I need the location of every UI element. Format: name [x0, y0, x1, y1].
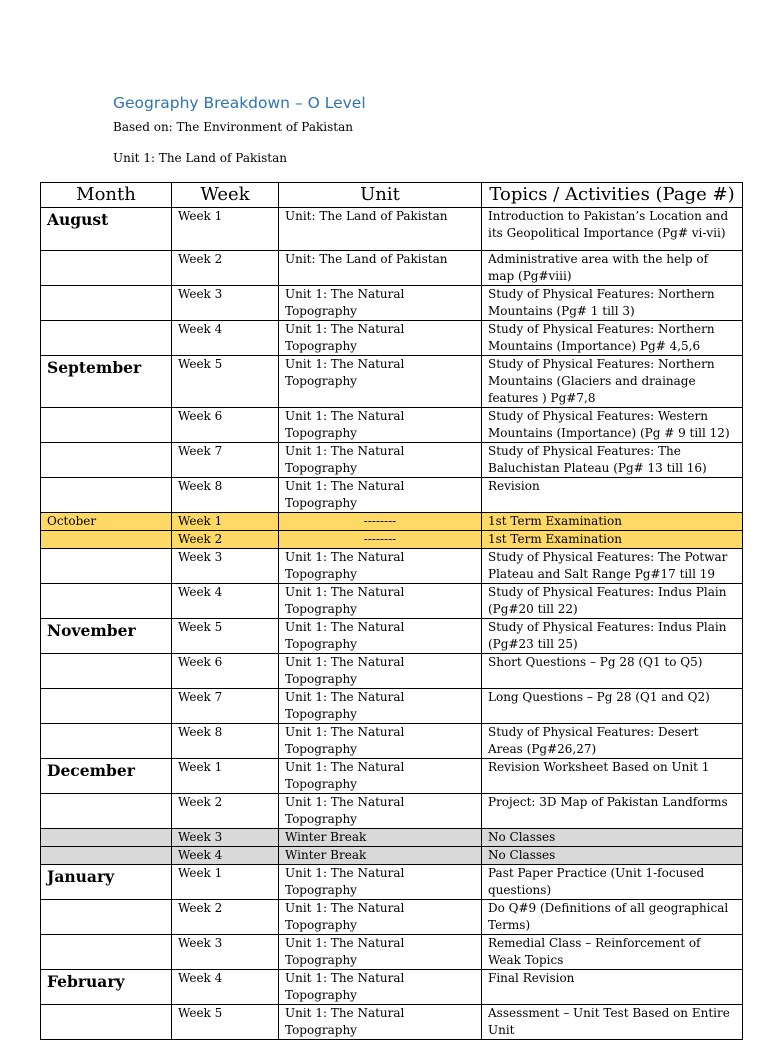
topic-cell: Study of Physical Features: Northern Mountains (Importance) Pg# 4,5,6: [482, 321, 743, 356]
topic-cell: Final Revision: [482, 970, 743, 1005]
unit-cell: Unit 1: The Natural Topography: [279, 286, 482, 321]
unit-heading: Unit 1: The Land of Pakistan: [113, 151, 287, 165]
schedule-table: [40, 182, 743, 1040]
week-cell: Week 2: [172, 794, 279, 829]
unit-cell: Winter Break: [279, 847, 482, 865]
table-row: [41, 408, 743, 443]
week-cell: Week 4: [172, 584, 279, 619]
table-row: [41, 935, 743, 970]
topic-cell: Long Questions – Pg 28 (Q1 and Q2): [482, 689, 743, 724]
unit-cell: Unit 1: The Natural Topography: [279, 794, 482, 829]
header-topics: Topics / Activities (Page #): [482, 183, 743, 208]
month-cell: February: [41, 970, 172, 1005]
topic-cell: 1st Term Examination: [482, 513, 743, 531]
unit-cell: Unit 1: The Natural Topography: [279, 408, 482, 443]
table-row: [41, 321, 743, 356]
week-cell: Week 1: [172, 513, 279, 531]
table-row: [41, 356, 743, 408]
month-cell: [41, 443, 172, 478]
unit-cell: --------: [279, 513, 482, 531]
topic-cell: Remedial Class – Reinforcement of Weak Topics: [482, 935, 743, 970]
month-cell: [41, 724, 172, 759]
topic-cell: Introduction to Pakistan’s Location and its Geopolitical Importance (Pg# vi-vii): [482, 208, 743, 251]
table-row: [41, 286, 743, 321]
table-row: [41, 478, 743, 513]
month-cell: [41, 286, 172, 321]
topic-cell: Study of Physical Features: Desert Areas (Pg#26,27): [482, 724, 743, 759]
week-cell: Week 1: [172, 759, 279, 794]
topic-cell: Study of Physical Features: Western Mountains (Importance) (Pg # 9 till 12): [482, 408, 743, 443]
month-cell: [41, 478, 172, 513]
unit-cell: Unit 1: The Natural Topography: [279, 321, 482, 356]
topic-cell: Past Paper Practice (Unit 1-focused questions): [482, 865, 743, 900]
month-cell: [41, 847, 172, 865]
week-cell: Week 3: [172, 549, 279, 584]
table-row: [41, 900, 743, 935]
unit-cell: --------: [279, 531, 482, 549]
month-cell: [41, 829, 172, 847]
unit-cell: Unit 1: The Natural Topography: [279, 619, 482, 654]
table-row: [41, 724, 743, 759]
week-cell: Week 2: [172, 900, 279, 935]
month-cell: [41, 408, 172, 443]
month-cell: [41, 251, 172, 286]
month-cell: [41, 794, 172, 829]
unit-cell: Unit 1: The Natural Topography: [279, 549, 482, 584]
table-row: [41, 654, 743, 689]
topic-cell: Do Q#9 (Definitions of all geographical Terms): [482, 900, 743, 935]
table-row: [41, 970, 743, 1005]
table-row: [41, 865, 743, 900]
table-row: [41, 847, 743, 865]
week-cell: Week 4: [172, 847, 279, 865]
table-row: [41, 794, 743, 829]
topic-cell: Study of Physical Features: Northern Mountains (Pg# 1 till 3): [482, 286, 743, 321]
topic-cell: Revision: [482, 478, 743, 513]
month-cell: [41, 1005, 172, 1040]
week-cell: Week 5: [172, 356, 279, 408]
month-cell: December: [41, 759, 172, 794]
table-header-row: [41, 183, 743, 208]
unit-cell: Unit: The Land of Pakistan: [279, 251, 482, 286]
header-month: Month: [41, 183, 172, 208]
week-cell: Week 1: [172, 865, 279, 900]
table-row: [41, 513, 743, 531]
table-row: [41, 443, 743, 478]
unit-cell: Unit 1: The Natural Topography: [279, 654, 482, 689]
month-cell: [41, 935, 172, 970]
unit-cell: Unit 1: The Natural Topography: [279, 724, 482, 759]
week-cell: Week 5: [172, 619, 279, 654]
unit-cell: Unit 1: The Natural Topography: [279, 584, 482, 619]
document-subtitle: Based on: The Environment of Pakistan: [113, 120, 353, 134]
month-cell: October: [41, 513, 172, 531]
topic-cell: No Classes: [482, 829, 743, 847]
month-cell: August: [41, 208, 172, 251]
topic-cell: Study of Physical Features: Indus Plain (Pg#23 till 25): [482, 619, 743, 654]
topic-cell: Study of Physical Features: Northern Mountains (Glaciers and drainage features ) Pg#7,8: [482, 356, 743, 408]
topic-cell: Study of Physical Features: Indus Plain (Pg#20 till 22): [482, 584, 743, 619]
week-cell: Week 4: [172, 970, 279, 1005]
unit-cell: Unit 1: The Natural Topography: [279, 356, 482, 408]
month-cell: [41, 689, 172, 724]
month-cell: [41, 584, 172, 619]
week-cell: Week 4: [172, 321, 279, 356]
week-cell: Week 6: [172, 654, 279, 689]
month-cell: September: [41, 356, 172, 408]
month-cell: [41, 549, 172, 584]
table-row: [41, 549, 743, 584]
table-row: [41, 584, 743, 619]
month-cell: [41, 654, 172, 689]
unit-cell: Unit 1: The Natural Topography: [279, 865, 482, 900]
header-unit: Unit: [279, 183, 482, 208]
topic-cell: Short Questions – Pg 28 (Q1 to Q5): [482, 654, 743, 689]
month-cell: [41, 900, 172, 935]
table-row: [41, 208, 743, 251]
unit-cell: Unit 1: The Natural Topography: [279, 759, 482, 794]
unit-cell: Unit 1: The Natural Topography: [279, 689, 482, 724]
unit-cell: Unit 1: The Natural Topography: [279, 900, 482, 935]
header-week: Week: [172, 183, 279, 208]
week-cell: Week 3: [172, 935, 279, 970]
table-row: [41, 1005, 743, 1040]
topic-cell: 1st Term Examination: [482, 531, 743, 549]
week-cell: Week 6: [172, 408, 279, 443]
week-cell: Week 2: [172, 251, 279, 286]
unit-cell: Unit 1: The Natural Topography: [279, 1005, 482, 1040]
month-cell: January: [41, 865, 172, 900]
table-row: [41, 531, 743, 549]
month-cell: [41, 321, 172, 356]
table-body: [41, 208, 743, 1040]
month-cell: November: [41, 619, 172, 654]
topic-cell: Study of Physical Features: The Potwar Plateau and Salt Range Pg#17 till 19: [482, 549, 743, 584]
week-cell: Week 3: [172, 286, 279, 321]
unit-cell: Unit 1: The Natural Topography: [279, 935, 482, 970]
week-cell: Week 5: [172, 1005, 279, 1040]
document-title: Geography Breakdown – O Level: [113, 94, 366, 112]
week-cell: Week 7: [172, 443, 279, 478]
week-cell: Week 2: [172, 531, 279, 549]
week-cell: Week 3: [172, 829, 279, 847]
table-row: [41, 829, 743, 847]
table-row: [41, 251, 743, 286]
unit-cell: Unit 1: The Natural Topography: [279, 970, 482, 1005]
week-cell: Week 1: [172, 208, 279, 251]
topic-cell: Administrative area with the help of map (Pg#viii): [482, 251, 743, 286]
topic-cell: No Classes: [482, 847, 743, 865]
week-cell: Week 8: [172, 724, 279, 759]
topic-cell: Study of Physical Features: The Baluchistan Plateau (Pg# 13 till 16): [482, 443, 743, 478]
table-row: [41, 619, 743, 654]
topic-cell: Project: 3D Map of Pakistan Landforms: [482, 794, 743, 829]
table-row: [41, 759, 743, 794]
unit-cell: Winter Break: [279, 829, 482, 847]
topic-cell: Revision Worksheet Based on Unit 1: [482, 759, 743, 794]
unit-cell: Unit: The Land of Pakistan: [279, 208, 482, 251]
week-cell: Week 7: [172, 689, 279, 724]
unit-cell: Unit 1: The Natural Topography: [279, 443, 482, 478]
topic-cell: Assessment – Unit Test Based on Entire Unit: [482, 1005, 743, 1040]
table-row: [41, 689, 743, 724]
unit-cell: Unit 1: The Natural Topography: [279, 478, 482, 513]
week-cell: Week 8: [172, 478, 279, 513]
month-cell: [41, 531, 172, 549]
